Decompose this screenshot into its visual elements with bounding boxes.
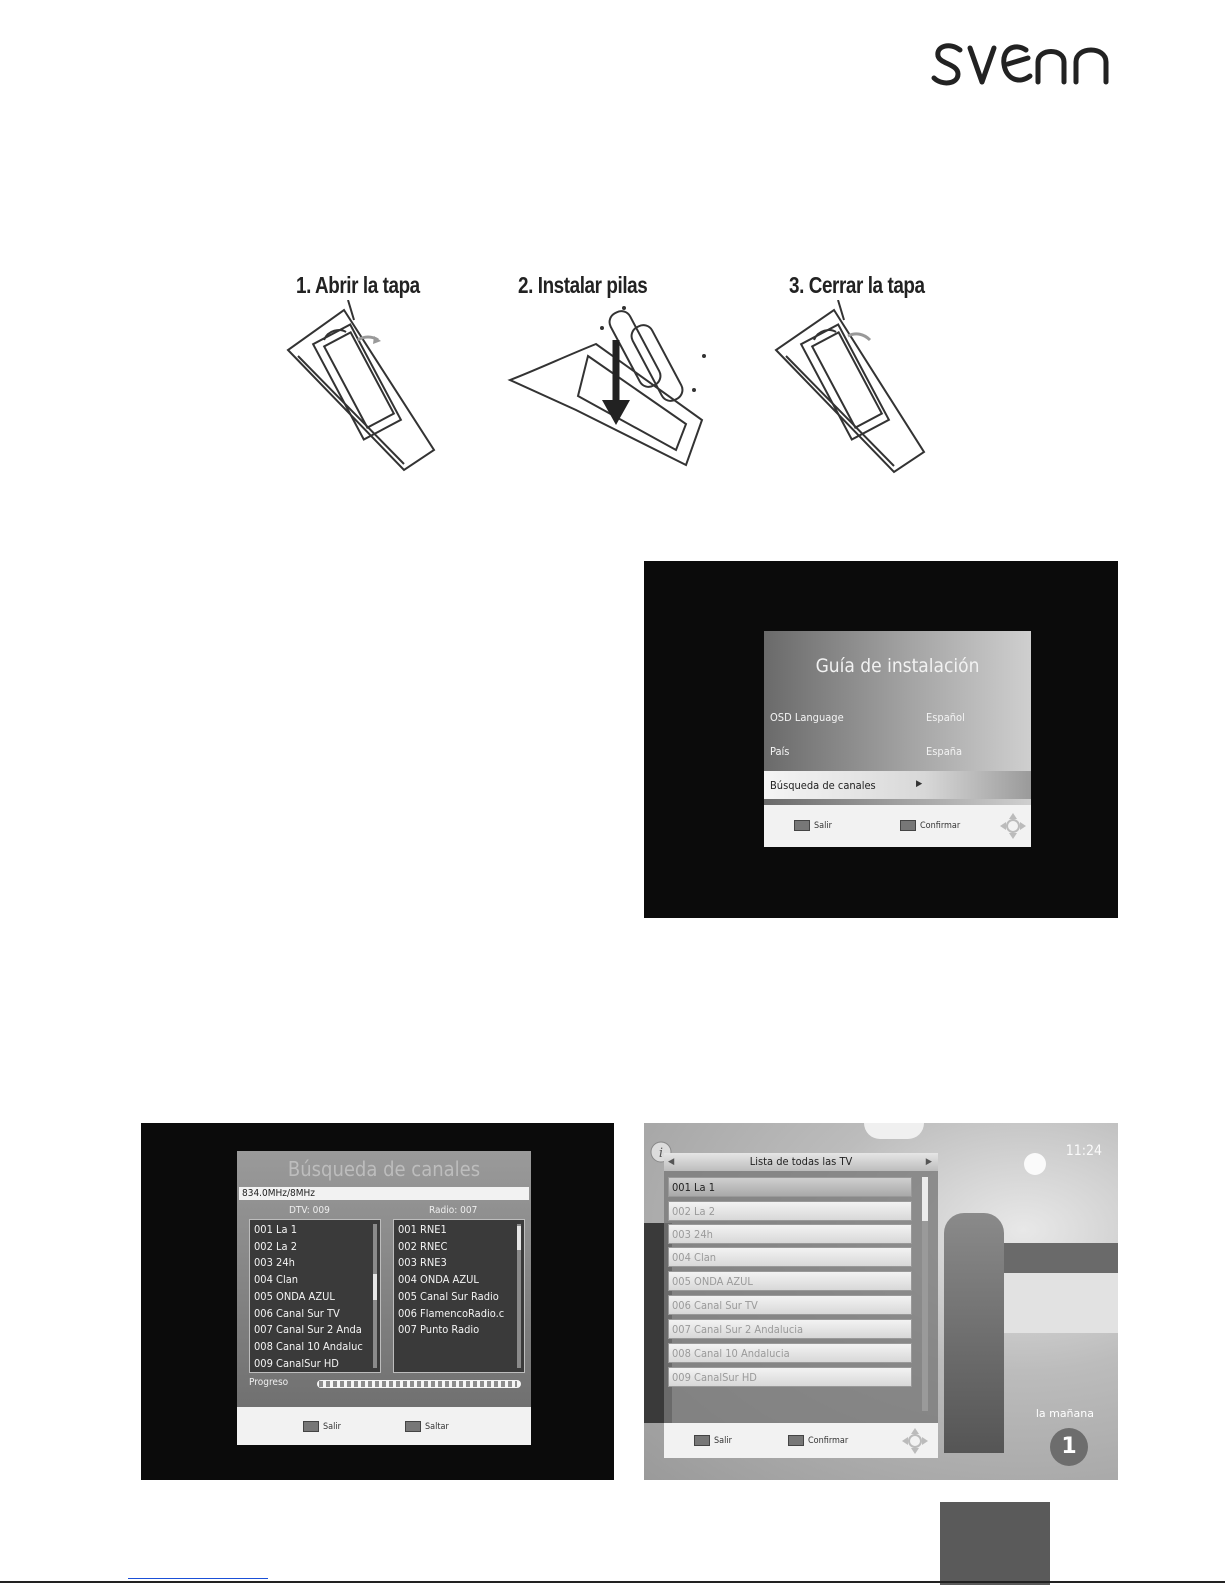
confirm-hint[interactable] <box>900 820 960 831</box>
dtv-scrollbar[interactable] <box>373 1224 377 1368</box>
tv-list-item[interactable]: 006 Canal Sur TV <box>668 1295 912 1315</box>
progress-row <box>249 1377 521 1391</box>
confirm-hint[interactable] <box>788 1435 848 1446</box>
confirm-label: Confirmar <box>920 821 961 831</box>
channel-watermark-number: 1 <box>1050 1428 1088 1466</box>
skip-hint[interactable] <box>405 1421 449 1432</box>
exit-label: Salir <box>323 1422 341 1432</box>
installation-guide-panel <box>764 631 1031 847</box>
osd-language-row[interactable] <box>770 703 1031 731</box>
radio-scrollbar[interactable] <box>517 1224 521 1368</box>
exit-key-icon <box>303 1421 319 1432</box>
exit-label: Salir <box>714 1436 732 1446</box>
ok-key-icon <box>900 820 916 831</box>
sveon-logo <box>930 28 1120 98</box>
tv-screen-installation-guide <box>644 561 1118 918</box>
channel-search-title: Búsqueda de canales <box>287 1157 481 1181</box>
frequency-bar: 834.0MHz/8MHz <box>239 1187 529 1200</box>
country-label: País <box>770 745 790 758</box>
dtv-channel-item: 009 CanalSur HD <box>254 1356 339 1370</box>
tv-list-footer <box>664 1423 938 1458</box>
page-number-tab <box>940 1502 1050 1585</box>
skip-label: Saltar <box>425 1422 449 1432</box>
dtv-channel-item: 002 La 2 <box>254 1239 298 1253</box>
tv-screen-channel-search <box>141 1123 614 1480</box>
channel-search-row[interactable] <box>764 771 1031 799</box>
navigation-pad-icon <box>998 811 1028 841</box>
progress-label: Progreso <box>249 1377 289 1388</box>
tv-list-item[interactable]: 003 24h <box>668 1224 912 1244</box>
arrow-right-icon[interactable]: ▶ <box>925 1157 932 1167</box>
installation-guide-title: Guía de instalación <box>815 655 980 677</box>
exit-key-icon <box>794 820 810 831</box>
exit-hint[interactable] <box>694 1435 732 1446</box>
channel-watermark-text: la mañana <box>1035 1407 1094 1420</box>
clock: 11:24 <box>1065 1143 1102 1159</box>
tv-list-panel <box>664 1153 938 1458</box>
chevron-right-icon: ▶ <box>916 779 923 789</box>
installation-guide-footer <box>764 805 1031 847</box>
svg-text:i: i <box>658 1146 664 1161</box>
tv-list-title: Lista de todas las TV <box>749 1155 853 1168</box>
radio-channel-item: 004 ONDA AZUL <box>398 1273 479 1287</box>
exit-key-icon <box>694 1435 710 1446</box>
progress-bar <box>317 1380 521 1388</box>
radio-channel-item: 003 RNE3 <box>398 1256 447 1270</box>
radio-channel-item: 002 RNEC <box>398 1239 448 1253</box>
country-row[interactable] <box>770 737 1031 765</box>
tv-list-item[interactable]: 007 Canal Sur 2 Andalucia <box>668 1319 912 1339</box>
step-1-title: 1. Abrir la tapa <box>296 272 420 298</box>
arrow-left-icon[interactable]: ◀ <box>668 1157 675 1167</box>
navigation-pad-icon <box>900 1426 930 1456</box>
tv-list-scrollbar[interactable] <box>922 1177 928 1411</box>
exit-hint[interactable] <box>794 820 832 831</box>
step-3-title: 3. Cerrar la tapa <box>789 272 925 298</box>
dtv-channel-list[interactable] <box>249 1219 381 1373</box>
radio-channel-list[interactable] <box>393 1219 525 1373</box>
tv-list-item[interactable]: 009 CanalSur HD <box>668 1367 912 1387</box>
ok-key-icon <box>788 1435 804 1446</box>
country-value: España <box>926 745 963 758</box>
radio-channel-item: 001 RNE1 <box>398 1223 447 1236</box>
tv-list-header <box>664 1153 938 1171</box>
exit-label: Salir <box>814 821 832 831</box>
osd-language-label: OSD Language <box>770 711 844 724</box>
radio-channel-item: 006 FlamencoRadio.c <box>398 1306 505 1320</box>
exit-hint[interactable] <box>303 1421 341 1432</box>
radio-count-header: Radio: 007 <box>429 1205 478 1216</box>
confirm-label: Confirmar <box>808 1436 849 1446</box>
dtv-channel-item: 006 Canal Sur TV <box>254 1306 340 1320</box>
remote-close-cover-illustration <box>772 300 944 490</box>
footer-rule <box>0 1581 1225 1583</box>
tv-list-item[interactable]: 002 La 2 <box>668 1201 912 1221</box>
dtv-channel-item: 004 Clan <box>254 1273 299 1287</box>
dtv-count-header: DTV: 009 <box>289 1205 330 1216</box>
dtv-channel-item: 001 La 1 <box>254 1223 298 1236</box>
tv-screen-channel-list <box>644 1123 1118 1480</box>
channel-search-footer <box>237 1407 531 1445</box>
dtv-channel-item: 005 ONDA AZUL <box>254 1289 335 1303</box>
dtv-channel-item: 003 24h <box>254 1256 295 1270</box>
footer-link-underline <box>128 1578 268 1579</box>
remote-install-batteries-illustration <box>506 300 716 475</box>
dtv-channel-item: 008 Canal 10 Andaluc <box>254 1339 363 1353</box>
remote-open-cover-illustration <box>284 300 454 490</box>
radio-channel-item: 005 Canal Sur Radio <box>398 1289 499 1303</box>
tv-list-item[interactable]: 001 La 1 <box>668 1177 912 1197</box>
menu-key-icon <box>405 1421 421 1432</box>
osd-language-value: Español <box>926 711 965 724</box>
channel-search-panel <box>237 1151 531 1445</box>
step-2-title: 2. Instalar pilas <box>518 272 648 298</box>
tv-list-item[interactable]: 004 Clan <box>668 1247 912 1267</box>
tv-list-item[interactable]: 005 ONDA AZUL <box>668 1271 912 1291</box>
radio-channel-item: 007 Punto Radio <box>398 1323 480 1337</box>
progress-fill <box>319 1381 517 1387</box>
channel-search-label: Búsqueda de canales <box>770 779 876 792</box>
dtv-channel-item: 007 Canal Sur 2 Anda <box>254 1323 362 1337</box>
tv-list-item[interactable]: 008 Canal 10 Andalucia <box>668 1343 912 1363</box>
